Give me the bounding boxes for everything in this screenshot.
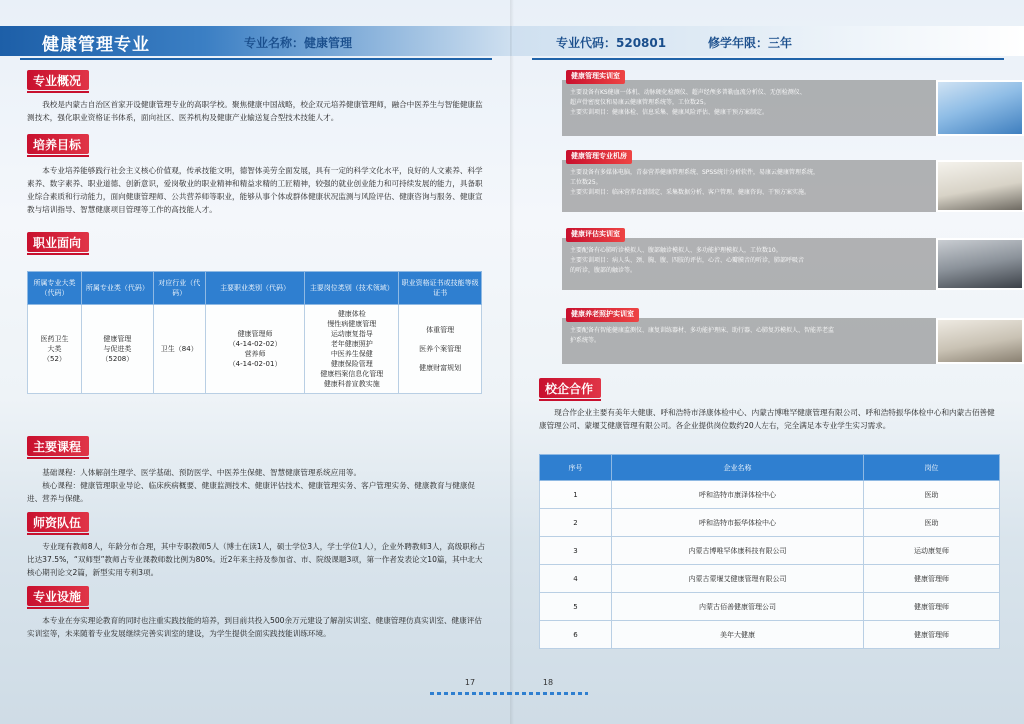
lab-name: 健康管理专业机房 bbox=[566, 150, 632, 164]
left-header bbox=[0, 26, 512, 58]
goals-text: 本专业培养能够践行社会主义核心价值观，传承技能文明，德智体美劳全面发展，具有一定的科学文化水平，良好的人文素养、科学素养、数字素养、职业道德、创新意识，爱岗敬业的职业精神和精益求精的工匠精神，较强的就业创业能力和可持续发展的能力，具备职业综合素质和行动能力，面向健康管理师、公共营养师等职业，能够从事个体或群体健康状况监测与风险评估、健康咨询与服务、健康宣教与培训指导、智慧健康项目管理等工作的高技能人才。 bbox=[27, 166, 483, 214]
lab-card bbox=[562, 152, 968, 212]
lab-photo bbox=[936, 318, 1024, 364]
overview-text: 我校是内蒙古自治区首家开设健康管理专业的高职学校。聚焦健康中国战略，校企双元培养健康管理师，融合中医养生与智能健康监测技术，强化职业资格证书体系，面向社区、医养机构及健康产业输送复合型技术技能人才。 bbox=[27, 100, 483, 122]
overview-heading: 专业概况 bbox=[27, 70, 89, 90]
career-col-header: 主要职业类别（代码） bbox=[205, 272, 305, 305]
career-heading: 职业面向 bbox=[27, 232, 89, 252]
career-col-header: 所属专业类（代码） bbox=[81, 272, 153, 305]
career-col-header: 所属专业大类（代码） bbox=[28, 272, 82, 305]
table-row: 5 内蒙古佰善健康管理公司 健康管理师 bbox=[540, 593, 1000, 621]
major-code-label: 专业代码：520801 bbox=[556, 36, 667, 50]
facilities-text: 本专业在夯实理论教育的同时也注重实践技能的培养，到目前共投入500余万元建设了解剖实训室、健康管理仿真实训室、健康评估实训室等，未来随着专业发展继续完善实训室的建设，为学生提供全面实践技能训练环境。 bbox=[27, 616, 482, 638]
major-title: 健康管理专业 bbox=[42, 35, 150, 55]
lab-photo bbox=[936, 80, 1024, 136]
career-table bbox=[27, 271, 482, 394]
table-row bbox=[28, 305, 482, 394]
table-row: 3 内蒙古博唯罕体康科技有限公司 运动康复师 bbox=[540, 537, 1000, 565]
study-years-label: 修学年限：三年 bbox=[708, 36, 793, 50]
table-row: 6 美年大健康 健康管理师 bbox=[540, 621, 1000, 649]
table-row: 2 呼和浩特市振华体检中心 医助 bbox=[540, 509, 1000, 537]
lab-name: 健康管理实训室 bbox=[566, 70, 625, 84]
cooperation-heading: 校企合作 bbox=[539, 378, 601, 398]
lab-photo bbox=[936, 160, 1024, 212]
career-col-header: 主要岗位类别（技术领域） bbox=[305, 272, 399, 305]
certificates-cell: 体重管理 医养个案管理 健康财富规划 bbox=[399, 305, 482, 394]
ent-col-header: 序号 bbox=[540, 455, 612, 481]
lab-card bbox=[562, 310, 968, 364]
lab-name: 健康评估实训室 bbox=[566, 228, 625, 242]
lab-card bbox=[562, 230, 968, 290]
positions-cell: 健康体检 慢性病健康管理 运动康复指导 老年健康照护 中医养生保健 健康保险管理 健康档案信息化管理 健康科普宣教实施 bbox=[305, 305, 399, 394]
basic-courses-text: 基础课程：人体解剖生理学、医学基础、预防医学、中医养生保健、智慧健康管理系统应用等。 bbox=[42, 468, 362, 477]
major-category-cell: 医药卫生 大类 （52） bbox=[28, 305, 82, 394]
career-col-header: 对应行业（代码） bbox=[153, 272, 205, 305]
career-col-header: 职业资格证书或技能等级证书 bbox=[399, 272, 482, 305]
ent-col-header: 岗位 bbox=[864, 455, 1000, 481]
occupation-cell: 健康管理师 （4-14-02-02） 营养师 （4-14-02-01） bbox=[205, 305, 305, 394]
courses-heading: 主要课程 bbox=[27, 436, 89, 456]
lab-photo bbox=[936, 238, 1024, 290]
faculty-heading: 师资队伍 bbox=[27, 512, 89, 532]
page-number-18: 18 bbox=[508, 678, 588, 694]
cooperation-text: 现合作企业主要有美年大健康、呼和浩特市泽康体检中心、内蒙古博唯罕健康管理有限公司、呼和浩特振华体检中心和内蒙古佰善健康管理公司、蒙堰艾健康管理有限公司。各企业提供岗位数约20人左右，完全满足本专业学生实习需求。 bbox=[539, 408, 995, 430]
faculty-text: 专业现有教师8人，年龄分布合理，其中专职教师5人（博士在读1人，硕士学位3人，学士学位1人），企业外聘教师3人，高级职称占比达37.5%，“双师型”教师占专业课教师数比例为80%。近2年来主持及参加省、市、院级课题3项，第一作者发表论文10篇，其中北大核心期刊论文2篇，新型实用专利3项。 bbox=[27, 542, 486, 577]
lab-description: 主要配备有智能健康监测仪、康复训练器材、多功能护理床、助行器、心肺复苏模拟人、智能养老监 护系统等。 bbox=[570, 327, 835, 344]
goals-heading: 培养目标 bbox=[27, 134, 89, 154]
industry-cell: 卫生（84） bbox=[153, 305, 205, 394]
ent-col-header: 企业名称 bbox=[612, 455, 864, 481]
lab-name: 健康养老照护实训室 bbox=[566, 308, 639, 322]
page-number-17: 17 bbox=[430, 678, 510, 694]
lab-description: 主要设备有KS健康一体机、动脉硬化检测仪、超声经颅多普勒血流分析仪、无创检测仪、 超声骨密度仪和易康云健康管理系统等，工位数25。 主要实训项目：健康体检、信息采集、健康风险评估、健康干预方案制定。 bbox=[570, 89, 806, 116]
core-courses-text: 核心课程：健康管理职业导论、临床疾病概要、健康监测技术、健康评估技术、健康管理实务、客户管理实务、健康教育与健康促进、营养与保健。 bbox=[27, 481, 476, 503]
right-header bbox=[512, 26, 1024, 58]
right-page bbox=[512, 0, 1024, 724]
major-name-label: 专业名称：健康管理 bbox=[244, 36, 353, 50]
major-class-cell: 健康管理 与促进类 （5208） bbox=[81, 305, 153, 394]
lab-description: 主要配备有心肺听诊模拟人、腹部触诊模拟人、多功能护理模拟人，工位数10。 主要实训项目：病人头、颈、胸、腹、四肢的评估，心音、心瓣膜音的听诊，肺部呼吸音 的听诊，腹部的触诊等。 bbox=[570, 247, 805, 274]
enterprise-table bbox=[539, 454, 1000, 649]
lab-card bbox=[562, 72, 968, 136]
facilities-heading: 专业设施 bbox=[27, 586, 89, 606]
table-row: 4 内蒙古蒙堰艾健康管理有限公司 健康管理师 bbox=[540, 565, 1000, 593]
lab-description: 主要设备有多媒体电脑，青泰营养健康管理系统、SPSS统计分析软件，易康云健康管理系统， 工位数25。 主要实训项目：临床营养食谱制定、采集数据分析、客户管理、健康咨询、干预方案实施。 bbox=[570, 169, 820, 196]
table-row: 1 呼和浩特市康泽体检中心 医助 bbox=[540, 481, 1000, 509]
